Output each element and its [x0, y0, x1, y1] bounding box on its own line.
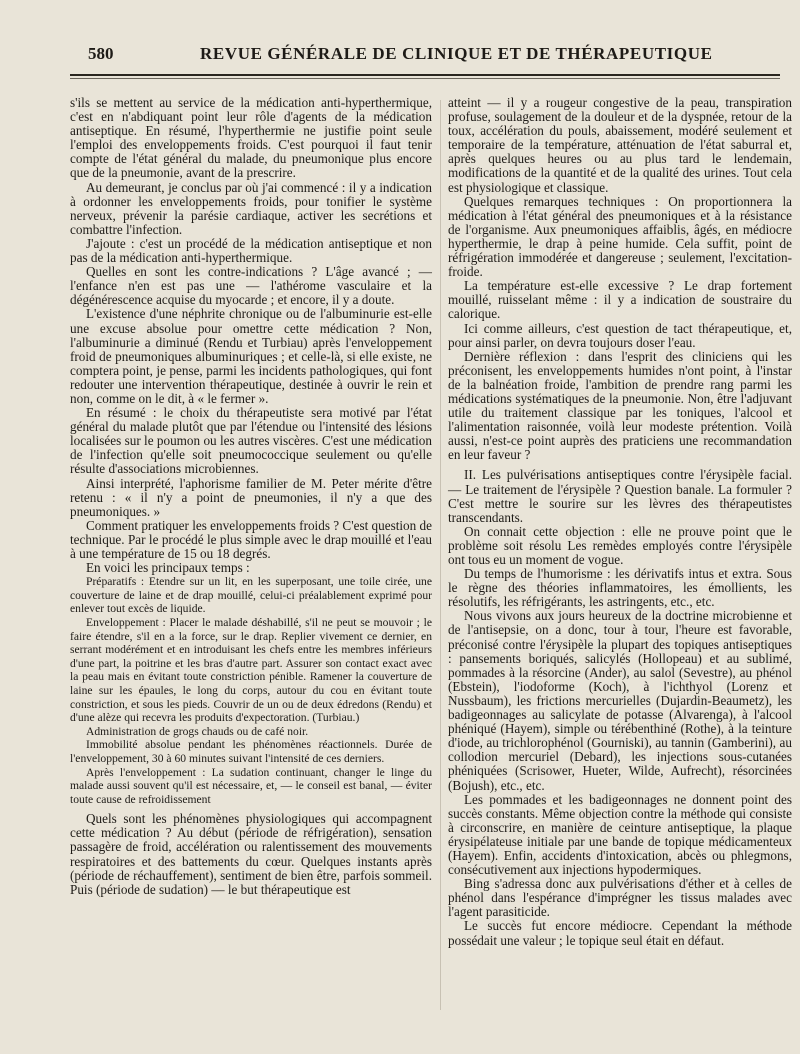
paragraph: Comment pratiquer les enveloppements froids ? C'est question de technique. Par le procédé le plus simple avec le drap mouillé et l'eau à une température de 15 ou 18 degrés. [70, 517, 432, 561]
paragraph: Bing s'adressa donc aux pulvérisations d'éther et à celles de phénol dans l'espérance d'imprégner les tissus malades avec l'agent parasiticide. [448, 876, 792, 920]
right-column [448, 96, 792, 948]
paragraph: Ainsi interprété, l'aphorisme familier de M. Peter mérite d'être retenu : « il n'y a point de pneumonies, il n'y a que des pneumoniques. » [70, 475, 432, 519]
paragraph: Administration de grogs chauds ou de café noir. [86, 724, 309, 738]
paragraph: Ici comme ailleurs, c'est question de tact thérapeutique, et, pour ainsi parler, on devra toujours doser l'eau. [448, 320, 792, 350]
paragraph: Dernière réflexion : dans l'esprit des cliniciens qui les préconisent, les enveloppements humides n'ont point, à l'instar de la balnéation froide, l'ambition de prendre rang parmi les médications systématiques de la pneumonie. Non, être l'adjuvant utile du traitement classique par les toniques, l'alcool et l'alimentation raisonnée, voilà leur modeste prétention. Voilà aussi, n'est-ce point auprès des praticiens une recommandation en leur faveur ? [448, 348, 792, 463]
paragraph: Les pommades et les badigeonnages ne donnent point des succès constants. Même objection contre la méthode qui consiste à circonscrire, en manière de ceinture antiseptique, la plaque érysipélateuse initiale par une bande de topique médicamenteux (Hayem). Enfin, accidents d'intoxication, abcès ou phlegmons, consécutivement aux injections hypodermiques. [448, 791, 792, 878]
paragraph-preparatifs: Préparatifs : Etendre sur un lit, en les superposant, une toile cirée, une couverture de laine et de drap mouillé, celui-ci préalablement exprimé pour enlever tout excès de liquide. [70, 575, 432, 616]
paragraph: s'ils se mettent au service de la médication anti-hyperthermique, c'est en n'abdiquant point leur rôle d'agents de la médication antiseptique. En résumé, l'hyperthermie ne justifie point seule l'emploi des enveloppements froids. C'est pourquoi il faut tenir compte de l'état général du malade, du pneumonique plus encore que de la pneumonie, avant de la prescrire. [70, 95, 432, 181]
page-header [88, 44, 778, 66]
paragraph: J'ajoute : c'est un procédé de la médication antiseptique et non pas de la médication anti-hyperthermique. [70, 235, 432, 266]
paragraph: La température est-elle excessive ? Le drap fortement mouillé, ruisselant même : il y a indication de soustraire du calorique. [448, 278, 792, 322]
header-rule-thin [70, 78, 780, 79]
paragraph: Le succès fut encore médiocre. Cependant la méthode possédait une valeur ; le topique seul était en défaut. [448, 918, 792, 948]
paragraph: Quelles en sont les contre-indications ? L'âge avancé ; — l'enfance n'en est pas une — l'athérome vasculaire et la dégénérescence acquise du myocarde ; et encore, il y a doute. [70, 264, 432, 308]
paragraph-apres-enveloppement: Après l'enveloppement : La sudation continuant, changer le linge du malade aussi souvent qu'il est nécessaire, et, — le conseil est banal, — éviter toute cause de refroidissement [70, 765, 432, 806]
paragraph: Nous vivons aux jours heureux de la doctrine microbienne et de l'antisepsie, on a donc, tour à tour, l'heure est favorable, préconisé contre l'érysipèle la plupart des topiques antiseptiques : pansements boriqués, salicylés (Hollopeau) et au sublimé, pommades à la résorcine (Ander), au salol (Sevestre), au phénol (Ebstein), l'iodoforme (Koch), à l'ichthyol (Lorenz et Nussbaum), les frictions mercurielles (Dujardin-Beaumetz), les badigeonnages au salicylate de potasse (Alvarenga), à l'alcool phéniqué (Hayem), simple ou térébenthiné (Rothe), à la teinture d'iode, au trichlorophénol (Gourniski), au tannin (Gamberini), au collodion mercuriel (Debard), les injections sous-cutanées phéniquées (Scrisower, Hueter, Wilde, Aufrecht), résorcinées (Bojush), etc., etc. [448, 608, 792, 793]
paragraph: En résumé : le choix du thérapeutiste sera motivé par l'état général du malade plutôt que par l'étendue ou l'intensité des lésions localisées sur le poumon ou les autres viscères. C'est une médication de l'infection qu'elle soit pneumococcique seulement ou qu'elle résulte d'associations microbiennes. [70, 405, 432, 477]
running-title: REVUE GÉNÉRALE DE CLINIQUE ET DE THÉRAPEUTIQUE [200, 44, 713, 63]
paragraph: En voici les principaux temps : [86, 560, 250, 576]
paragraph: Quels sont les phénomènes physiologiques qui accompagnent cette médication ? Au début (période de réfrigération), sensation passagère de froid, accélération ou ralentissement des mouvements respiratoires et des battements du cœur. Quelques instants après (période de réchauffement), sentiment de bien être, parfois sommeil. Puis (période de sudation) — le but thérapeutique est [70, 811, 432, 897]
paragraph: atteint — il y a rougeur congestive de la peau, transpiration profuse, soulagement de la douleur et de la dyspnée, retour de la toux, accélération du pouls, abaissement, modéré seulement et temporaire de la température, atténuation de l'état saburral et, après quelques heures ou au plus tard le lendemain, modifications de la quantité et de la qualité des urines. Tout cela est physiologique et classique. [448, 95, 792, 195]
paragraph: Quelques remarques techniques : On proportionnera la médication à l'état général des pneumoniques et à la résistance de l'organisme. Aux pneumoniques affaiblis, âgés, en médiocre hyperthermie, le drap à peine humide. Cela suffit, point de réfrigération immodérée et dangereuse ; seulement, l'excitation-froide. [448, 193, 792, 280]
page-number: 580 [88, 44, 114, 63]
paragraph: L'existence d'une néphrite chronique ou de l'albuminurie est-elle une excuse absolue pour omettre cette médication ? Non, l'albuminurie a diminué (Rendu et Turbiau) après l'enveloppement froid de pneumoniques albuminuriques ; et celle-là, si elle existe, ne comptera point, je pense, parmi les incidents pathologiques, qui font redouter une intervention thérapeutique, destinée à ouvrir le rein et non, comme on le dit, à « le fermer ». [70, 306, 432, 406]
left-column [70, 96, 432, 897]
section-heading-paragraph: II. Les pulvérisations antiseptiques contre l'érysipèle facial. — Le traitement de l'érysipèle ? Question banale. La formuler ? C'est mettre le sourire sur les lèvres des thérapeutistes transcendants. [448, 467, 792, 525]
paragraph: On connait cette objection : elle ne prouve point que le problème soit résolu Les remèdes employés contre l'érysipèle ont tous eu un moment de vogue. [448, 523, 792, 567]
paragraph: Du temps de l'humorisme : les dérivatifs intus et extra. Sous le règne des théories inflammatoires, les émollients, les résolutifs, les réfrigérants, les astringents, etc., etc. [448, 566, 792, 610]
column-divider [440, 100, 441, 1010]
paragraph: Au demeurant, je conclus par où j'ai commencé : il y a indication à ordonner les enveloppements froids, pour tonifier le système nerveux, prévenir la parésie cardiaque, activer les secrétions et combattre l'infection. [70, 179, 432, 237]
paragraph: Immobilité absolue pendant les phénomènes réactionnels. Durée de l'enveloppement, 30 à 60 minutes suivant l'intensité de ces derniers. [70, 738, 432, 765]
paragraph-enveloppement: Enveloppement : Placer le malade déshabillé, s'il ne peut se mouvoir ; le faire étendre, s'il en a la force, sur le drap. Replier vivement ce dernier, en serrant modérément et en introduisant les chefs entre les membres inférieurs d'une part, la poitrine et les bras d'autre part. Assurer son contact exact avec la peau mais en évitant toute constriction pénible. Ramener la couverture de laine sur les épaules, le long du corps, autour du cou en évitant toute constriction, et sous les pieds. Couvrir de un ou de deux édredons (Rendu) et d'une alèze qui recevra les produits d'expectoration. (Turbiau.) [70, 615, 432, 725]
header-rule [70, 74, 780, 76]
